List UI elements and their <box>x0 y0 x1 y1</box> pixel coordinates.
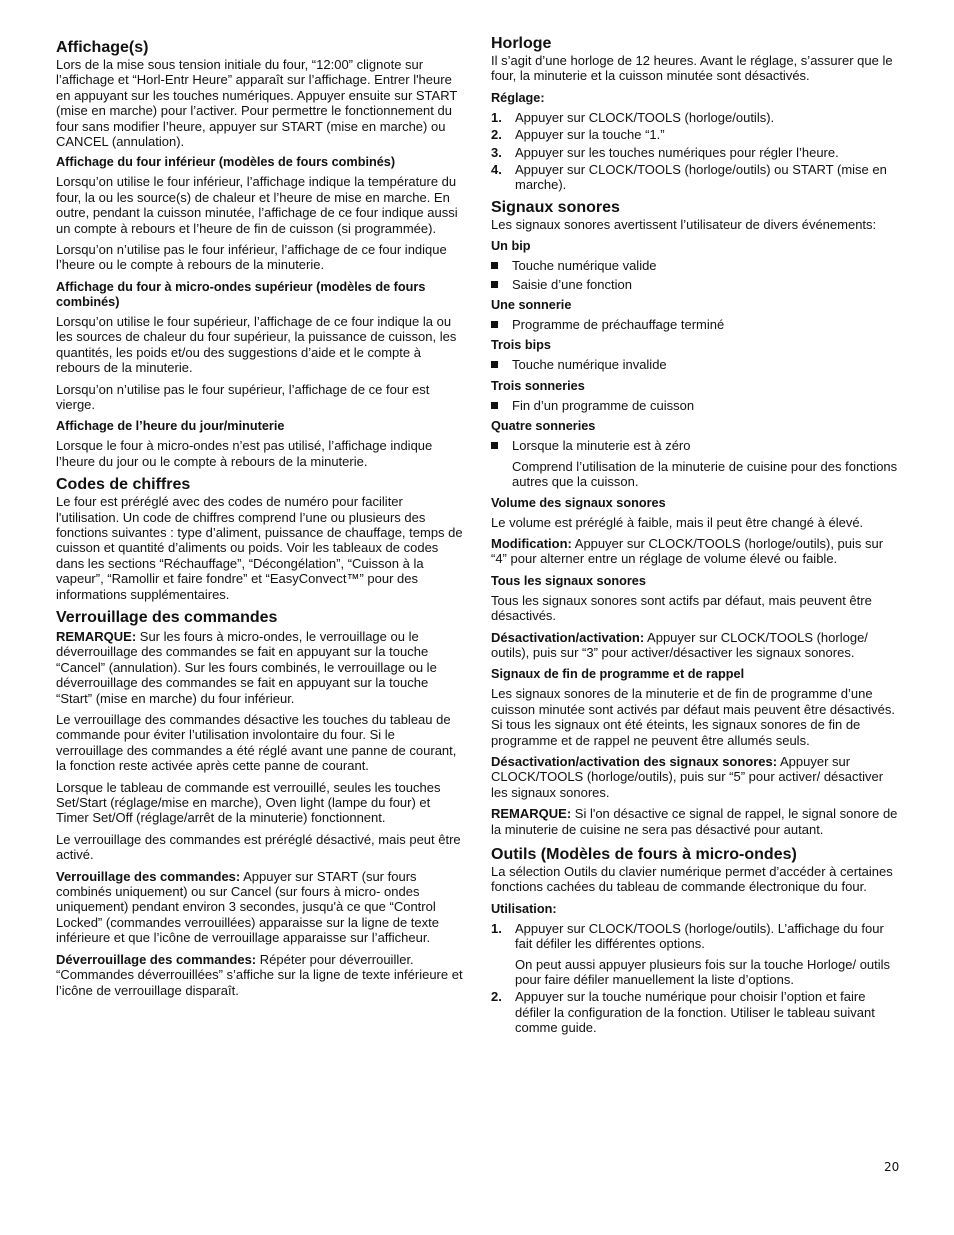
four-inferieur-p2: Lorsqu’on n’utilise pas le four inférieur, l’affichage de ce four indique l’heure ou le compte à rebours de la minuterie. <box>56 242 447 273</box>
modification-p <box>491 536 899 567</box>
heading-outils: Outils (Modèles de fours à micro-ondes) <box>491 846 797 863</box>
four-inferieur-p1: Lorsqu’on utilise le four inférieur, l’affichage indique la température du four, la ou les source(s) de chaleur et l’heure de mise en marche. En outre, pendant la cuisson minutée, l’affichage de ce four indique aussi un compte à rebours et l’heure de fin de cuisson (si programmée). <box>56 174 458 236</box>
subheading-un-bip: Un bip <box>491 239 531 254</box>
four-superieur-p2: Lorsqu’on n’utilise pas le four supérieur, l’affichage de ce four est vierge. <box>56 381 430 412</box>
verrou-lock <box>56 869 464 946</box>
outils-steps <box>491 921 899 1036</box>
subheading-trois-bips: Trois bips <box>491 338 551 353</box>
affichage-intro: Lors de la mise sous tension initiale du four, “12:00” clignote sur l’affichage et “Horl-Entr Heure” apparaît sur l’affichage. Entrer l'heure en appuyant sur les touches numériques. Appuyer ensuite sur START (mise en marche) pour l’activer. Pour permettre le fonctionnement du four sans modifier l’heure, appuyer sur START (mise en marche) ou CANCEL (annulation). <box>56 57 458 150</box>
modification-label: Modification: <box>491 535 572 551</box>
list-item <box>491 357 899 372</box>
item-text: Programme de préchauffage terminé <box>512 317 725 333</box>
right-column <box>491 34 899 1041</box>
square-bullet-icon <box>491 262 498 269</box>
volume-p: Le volume est préréglé à faible, mais il peut être changé à élevé. <box>491 514 864 530</box>
verrou-p4: Le verrouillage des commandes est préréglé désactivé, mais peut être activé. <box>56 831 461 863</box>
list-item <box>491 398 899 413</box>
list-un-bip <box>491 258 899 292</box>
item-text: Fin d’un programme de cuisson <box>512 397 695 413</box>
list-item <box>491 145 899 160</box>
horloge-steps <box>491 110 899 193</box>
heading-affichage: Affichage(s) <box>56 39 149 56</box>
left-column <box>56 38 464 1004</box>
desactivation-text: Appuyer sur CLOCK/TOOLS (horloge/ outils), puis sur “3” pour activer/désactiver les signaux sonores. <box>491 629 868 660</box>
step-number: 3. <box>491 144 502 160</box>
outils-intro: La sélection Outils du clavier numérique permet d’accéder à certaines fonctions cachées du tableau de commande électronique du four. <box>491 864 893 895</box>
step-number: 4. <box>491 162 502 178</box>
list-trois-sonneries <box>491 398 899 413</box>
list-item <box>491 277 899 292</box>
list-item <box>491 921 899 988</box>
step-text: Appuyer sur CLOCK/TOOLS (horloge/outils) ou START (mise en marche). <box>515 162 887 193</box>
list-item <box>491 317 899 332</box>
list-quatre-sonneries <box>491 438 899 489</box>
heading-verrouillage: Verrouillage des commandes <box>56 608 278 626</box>
item-text: Touche numérique invalide <box>512 357 667 373</box>
heading-horloge: Horloge <box>491 35 552 52</box>
item-text: Saisie d’une fonction <box>512 276 632 292</box>
step-number: 1. <box>491 920 502 936</box>
subheading-reglage: Réglage: <box>491 90 545 105</box>
list-trois-bips <box>491 357 899 372</box>
heading-signaux: Signaux sonores <box>491 198 620 216</box>
step-number: 2. <box>491 127 502 143</box>
desactivation-label: Désactivation/activation: <box>491 629 645 645</box>
signaux-intro: Les signaux sonores avertissent l’utilisateur de divers événements: <box>491 216 877 232</box>
remarque-label: REMARQUE: <box>56 628 137 644</box>
lock-label: Verrouillage des commandes: <box>56 868 241 884</box>
fin-desactivation-label: Désactivation/activation des signaux sonores: <box>491 753 778 769</box>
verrou-unlock <box>56 952 464 998</box>
item-text: Lorsque la minuterie est à zéro <box>512 438 691 454</box>
step-number: 2. <box>491 989 502 1005</box>
list-item <box>491 258 899 273</box>
subheading-trois-sonneries: Trois sonneries <box>491 378 585 393</box>
verrou-remarque <box>56 629 464 706</box>
section-verrouillage <box>56 608 464 998</box>
section-signaux <box>491 198 899 837</box>
desactivation-p <box>491 630 899 661</box>
section-outils <box>491 845 899 1036</box>
unlock-label: Déverrouillage des commandes: <box>56 951 257 967</box>
list-item <box>491 162 899 193</box>
remarque-text: Si l'on désactive ce signal de rappel, le signal sonore de la minuterie de cuisine ne sera pas désactivé pour autant. <box>491 806 898 837</box>
subheading-heure-minuterie: Affichage de l’heure du jour/minuterie <box>56 419 285 434</box>
horloge-intro: Il s’agit d’une horloge de 12 heures. Avant le réglage, s’assurer que le four, la minuterie et la cuisson minutée sont désactivés. <box>491 53 893 84</box>
section-codes <box>56 475 464 602</box>
subheading-utilisation: Utilisation: <box>491 901 557 916</box>
item-text: Touche numérique valide <box>512 258 657 274</box>
remarque-text: Sur les fours à micro-ondes, le verrouillage ou le déverrouillage des commandes se fait en appuyant sur la touche “Cancel” (annulation). Sur les fours combinés, le verrouillage ou le déverrouillage des commandes se fait en appuyant sur la touche “Start” (mise en marche) du four inférieur. <box>56 628 437 706</box>
verrou-p2: Le verrouillage des commandes désactive les touches du tableau de commande pour éviter l’utilisation involontaire du four. Si le verrouillage des commandes a été réglé avant une panne de courant, la fonction reste activée après cette panne de courant. <box>56 712 457 774</box>
step-text: Appuyer sur les touches numériques pour régler l’heure. <box>515 144 839 160</box>
codes-text: Le four est préréglé avec des codes de numéro pour faciliter l'utilisation. Un code de chiffres comprend l’une ou plusieurs des fonctions suivantes : type d’aliment, puissance de chauffage, temps de cuisson et quantité d’aliments ou poids. Voir les tableaux de codes dans les sections “Réchauffage”, “Décongélation”, “Cuisson à la vapeur”, “Ramollir et faire fondre” et “EasyConvect™” pour des informations supplémentaires. <box>56 494 463 602</box>
item-note: Comprend l’utilisation de la minuterie de cuisine pour des fonctions autres que la cuisson. <box>512 458 898 490</box>
square-bullet-icon <box>491 402 498 409</box>
lock-text: Appuyer sur START (sur fours combinés uniquement) ou sur Cancel (sur fours à micro- ondes uniquement) pendant environ 3 secondes, jusqu'à ce que “Control Locked” (commandes verrouillées) apparaisse sur la ligne de texte inférieure et que l’icône de verrouillage apparaisse sur l’afficheur. <box>56 868 439 946</box>
list-item <box>491 438 899 489</box>
remarque-label: REMARQUE: <box>491 806 572 822</box>
list-item <box>491 110 899 125</box>
section-affichage <box>56 38 464 469</box>
heure-minuterie-p: Lorsque le four à micro-ondes n’est pas utilisé, l’affichage indique l’heure du jour ou le compte à rebours de la minuterie. <box>56 438 433 469</box>
section-horloge <box>491 34 899 193</box>
fin-desactivation-p <box>491 754 899 800</box>
fin-p: Les signaux sonores de la minuterie et de fin de programme d’une cuisson minutée sont activés par défaut mais peuvent être désactivés. Si tous les signaux ont été éteints, les signaux sonores de fin de programme et de rappel ne peuvent être allumés seuls. <box>491 686 895 748</box>
page-number: 20 <box>884 1160 900 1174</box>
step-number: 1. <box>491 109 502 125</box>
subheading-four-superieur: Affichage du four à micro-ondes supérieur (modèles de fours combinés) <box>56 279 426 309</box>
verrou-p3: Lorsque le tableau de commande est verrouillé, seules les touches Set/Start (réglage/mise en marche), Oven light (lampe du four) et Timer Set/Off (réglage/arrêt de la minuterie) fonctionnent. <box>56 779 441 826</box>
heading-codes: Codes de chiffres <box>56 476 191 494</box>
signaux-remarque <box>491 806 899 837</box>
fin-desactivation-text: Appuyer sur CLOCK/TOOLS (horloge/outils), puis sur “5” pour activer/ désactiver les signaux sonores. <box>491 753 884 800</box>
modification-text: Appuyer sur CLOCK/TOOLS (horloge/outils), puis sur “4” pour alterner entre un réglage de volume élevé ou faible. <box>491 535 884 567</box>
subheading-quatre-sonneries: Quatre sonneries <box>491 419 596 434</box>
list-item <box>491 127 899 142</box>
square-bullet-icon <box>491 281 498 288</box>
step-text: Appuyer sur CLOCK/TOOLS (horloge/outils). L’affichage du four fait défiler les différentes options. <box>515 920 884 952</box>
tous-p: Tous les signaux sonores sont actifs par défaut, mais peuvent être désactivés. <box>491 592 872 624</box>
step-sub-text: On peut aussi appuyer plusieurs fois sur la touche Horloge/ outils pour faire défiler manuellement la liste d’options. <box>515 956 891 988</box>
unlock-text: Répéter pour déverrouiller. “Commandes déverrouillées” s’affiche sur la ligne de texte inférieure et l’icône de verrouillage disparaît. <box>56 951 463 998</box>
four-superieur-p1: Lorsqu’on utilise le four supérieur, l’affichage de ce four indique la ou les sources de chaleur du four supérieur, la puissance de cuisson, les quantités, les poids et/ou des suggestions d’aide et le compte à rebours de la minuterie. <box>56 313 457 376</box>
step-text: Appuyer sur la touche numérique pour choisir l’option et faire défiler la configuration de la fonction. Utiliser le tableau suivant comme guide. <box>515 989 875 1036</box>
step-text: Appuyer sur CLOCK/TOOLS (horloge/outils). <box>515 109 775 125</box>
subheading-tous-signaux: Tous les signaux sonores <box>491 573 646 588</box>
square-bullet-icon <box>491 361 498 368</box>
list-une-sonnerie <box>491 317 899 332</box>
subheading-fin-rappel: Signaux de fin de programme et de rappel <box>491 667 745 682</box>
subheading-volume: Volume des signaux sonores <box>491 495 666 510</box>
square-bullet-icon <box>491 321 498 328</box>
subheading-une-sonnerie: Une sonnerie <box>491 298 572 313</box>
step-text: Appuyer sur la touche “1.” <box>515 127 665 143</box>
square-bullet-icon <box>491 442 498 449</box>
list-item <box>491 989 899 1035</box>
subheading-four-inferieur: Affichage du four inférieur (modèles de fours combinés) <box>56 155 396 170</box>
